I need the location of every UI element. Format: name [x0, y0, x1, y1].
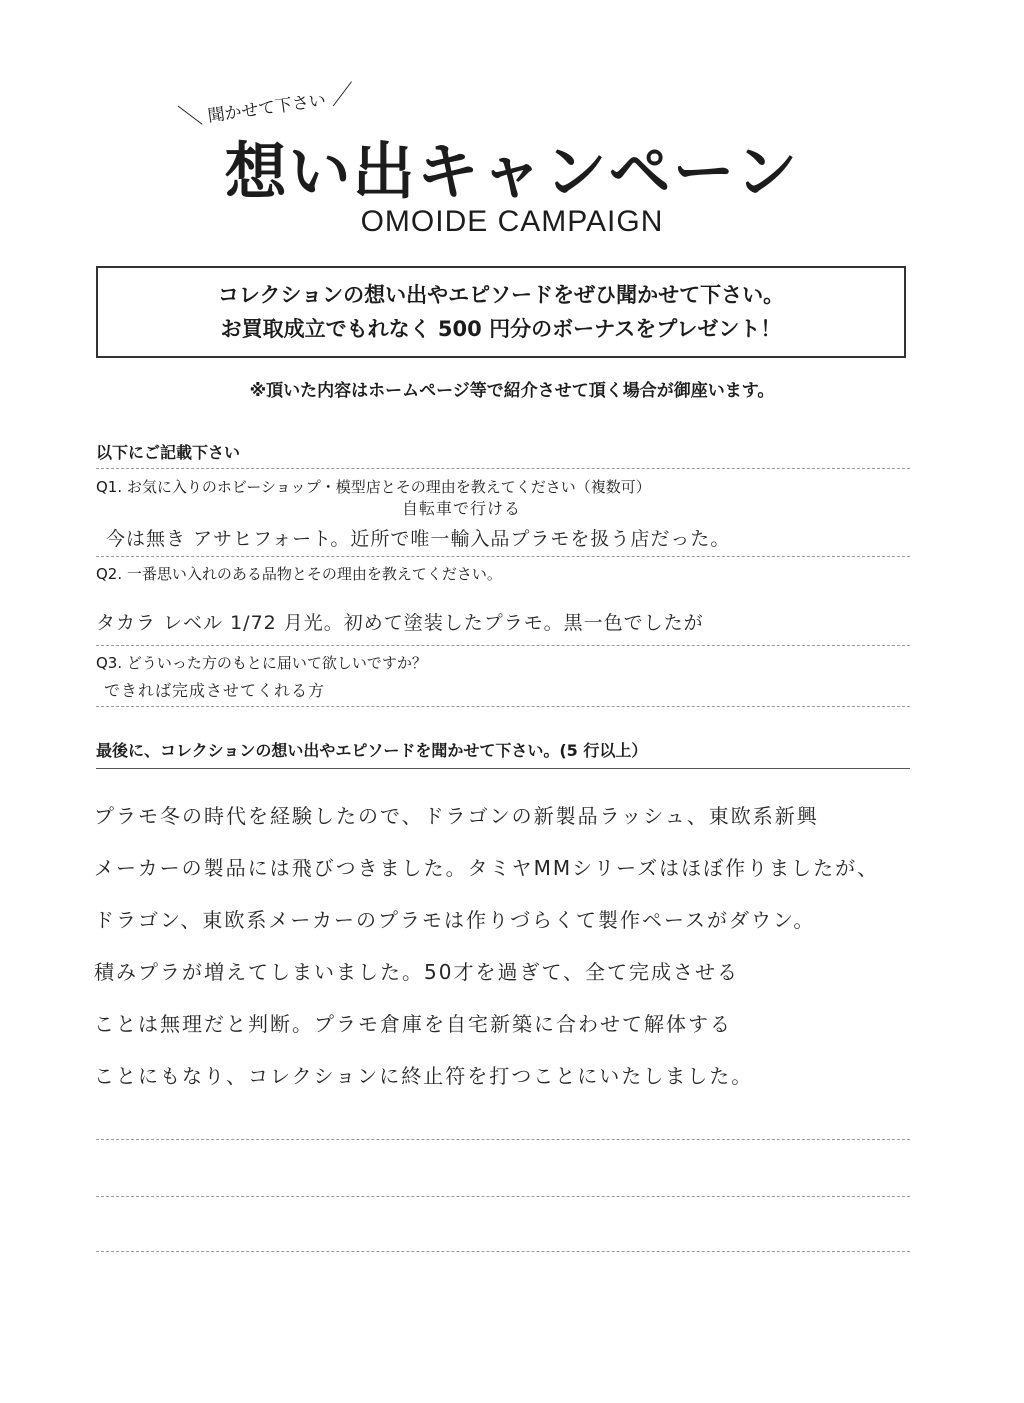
q2-label: Q2. 一番思い入れのある品物とその理由を教えてください。 — [96, 565, 502, 583]
episode-line-1: プラモ冬の時代を経験したので、ドラゴンの新製品ラッシュ、東欧系新興 — [94, 804, 819, 828]
episode-line-6: ことにもなり、コレクションに終止符を打つことにいたしました。 — [94, 1064, 754, 1088]
episode-blank-line-2 — [96, 1196, 910, 1197]
episode-line-4: 積みプラが増えてしまいました。50才を過ぎて、全て完成させる — [94, 960, 740, 984]
q2-answer: タカラ レベル 1/72 月光。初めて塗装したプラモ。黒一色でしたが — [96, 612, 704, 634]
episode-label: 最後に、コレクションの想い出やエピソードを聞かせて下さい。(5 行以上） — [96, 741, 648, 760]
episode-line-2: メーカーの製品には飛びつきました。タミヤMMシリーズはほぼ作りましたが、 — [94, 856, 880, 880]
q1-answer-line — [96, 556, 910, 557]
notice-text: ※頂いた内容はホームページ等で紹介させて頂く場合が御座います。 — [249, 381, 775, 401]
page-title: 想い出キャンペーン — [224, 135, 800, 208]
intro-line-2: お買取成立でもれなく 500 円分のボーナスをプレゼント！ — [220, 317, 782, 341]
q1-answer: 今は無き アサヒフォート。近所で唯一輸入品プラモを扱う店だった。 — [106, 528, 731, 550]
intro-line-1: コレクションの想い出やエピソードをぜひ聞かせて下さい。 — [217, 283, 785, 307]
tagline-right-slash: ／ — [328, 79, 357, 111]
tagline-text: 聞かせて下さい — [206, 90, 328, 127]
q3-answer-line — [96, 706, 910, 707]
q1-label: Q1. お気に入りのホビーショップ・模型店とその理由を教えてください（複数可） — [96, 478, 651, 496]
divider-line — [96, 468, 910, 469]
tagline-left-slash: ＼ — [176, 100, 205, 132]
q2-answer-line — [96, 645, 910, 646]
page-subtitle: OMOIDE CAMPAIGN — [360, 205, 664, 238]
form-heading: 以下にご記載下さい — [96, 443, 241, 462]
episode-blank-line-3 — [96, 1251, 910, 1252]
episode-line-5: ことは無理だと判断。プラモ倉庫を自宅新築に合わせて解体する — [94, 1012, 732, 1036]
q3-answer: できれば完成させてくれる方 — [104, 681, 326, 700]
episode-line-3: ドラゴン、東欧系メーカーのプラモは作りづらくて製作ペースがダウン。 — [94, 908, 816, 932]
intro-box — [96, 266, 906, 358]
episode-blank-line-1 — [96, 1139, 910, 1140]
q1-answer-insert: 自転車で行ける — [402, 499, 522, 518]
episode-top-line — [96, 768, 910, 769]
q3-label: Q3. どういった方のもとに届いて欲しいですか？ — [96, 654, 427, 672]
